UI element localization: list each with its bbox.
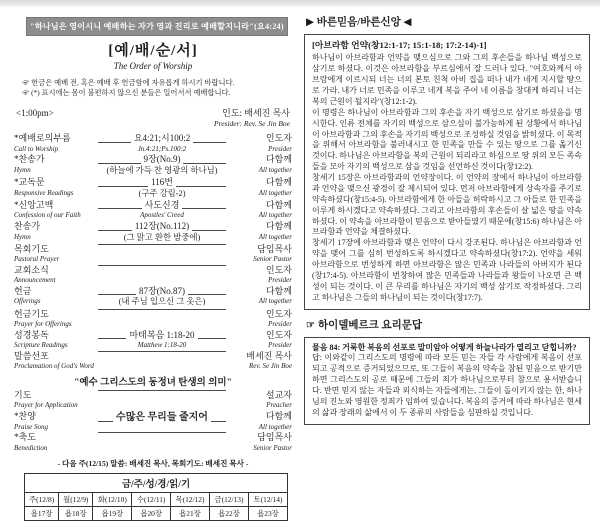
order-row	[14, 133, 292, 153]
order-row	[14, 309, 292, 329]
order-item-content: 9장(No.9)	[143, 154, 181, 165]
order-item-label: *교독문	[14, 177, 45, 188]
verse-banner: "하나님은 영이시니 예배하는 자가 영과 진리로 예배할지니라"(요4:24)	[26, 17, 288, 36]
order-item-label-en: Proclamation of God's Word	[14, 362, 94, 371]
reading-cell: 욥20장	[132, 507, 171, 521]
page-title: [예/배/순/서]	[108, 43, 198, 59]
order-item-label-en: Offerings	[14, 297, 41, 306]
order-row	[14, 286, 292, 308]
order-item-label-en: Prayer for Application	[14, 401, 78, 410]
catechism-answer: 답: 이와같이 그리스도의 명령에 따라 모든 믿는 자들 각 사람에게 복음이 선포되고 공적으로 증거되었으므로, 또 그들이 복음의 약속을 참된 믿음으로 받기만 하면 그리스도의 공로 때문에 그들의 죄가 하나님으로부터 참으로 용서받습니다. 반면 믿지 않는 자들과 외식하는 자들에게는, 그들이 돌이키지 않는 한, 하나님의 진노와 영원한 정죄가 임하여 있습니다. 복음의 증거에 따라 하나님은 현세의 삶과 장래의 삶에서 이 두 종류의 사람들을 심판하실 것입니다.	[312, 353, 582, 417]
order-item-content: 마태복음 1:18-20	[129, 329, 195, 340]
order-item-content: 112장(No.112)	[134, 220, 190, 231]
order-row	[14, 351, 292, 371]
presider-info	[214, 108, 290, 128]
reading-table	[24, 473, 288, 521]
order-item-label: 헌금	[14, 285, 32, 296]
order-item-role: 다함께	[265, 410, 292, 421]
order-item-role-en: Rev. Se Jin Boe	[248, 362, 292, 371]
order-item-label: 교회소식	[14, 264, 49, 275]
order-item-label: *축도	[14, 431, 36, 442]
order-item-role: 다함께	[265, 285, 292, 296]
order-item-label: 목회기도	[14, 243, 49, 254]
catechism-header-label: 하이델베르크 요리문답	[317, 319, 423, 331]
order-item-role-en: All together	[258, 188, 292, 197]
order-item-role: 설교자	[265, 389, 292, 400]
order-row	[14, 221, 292, 243]
order-item-content-sub: Jn.4:21;Ps.100:2	[137, 144, 187, 153]
order-item-label-en: Praise Song	[14, 422, 49, 431]
order-row	[14, 432, 292, 452]
order-item-label-en: Confession of our Faith	[14, 211, 81, 220]
reading-cell: 욥23장	[248, 507, 287, 521]
order-row	[14, 390, 292, 410]
faith-section-header: ▶ 바른믿음/바른신앙 ◀	[306, 17, 412, 28]
order-item-role: 담임목사	[257, 243, 292, 254]
next-week-note: - 다음 주(12/15) 말씀: 배세진 목사, 목회기도: 배세진 목사 -	[57, 459, 249, 469]
order-row	[14, 411, 292, 431]
note-line: ☞ 헌금은 예배 전, 혹은 예배 후 헌금함에 자유롭게 하시기 바랍니다.	[22, 77, 235, 87]
order-item-role: 다함께	[265, 177, 292, 188]
order-item-role-en: All together	[258, 422, 292, 431]
day-cell: 수(12/11)	[132, 493, 171, 507]
order-item-label: 성경봉독	[14, 329, 49, 340]
order-item-label-en: Hymn	[14, 232, 31, 241]
order-item-label-en: Hymn	[14, 165, 31, 174]
catechism-question: 물음 84: 거룩한 복음의 선포로 말미암아 어떻게 하늘나라가 열리고 닫힙니까?	[312, 342, 577, 352]
day-cell: 금(12/13)	[209, 493, 248, 507]
order-item-label: 헌금기도	[14, 308, 49, 319]
order-item-content-sub: (내 주님 입으신 그 옷은)	[118, 297, 206, 307]
order-item-label-en: Call to Worship	[14, 144, 59, 153]
order-item-content-sub: Matthew 1:18-20	[137, 341, 187, 350]
reading-table-readings-row	[25, 507, 288, 521]
order-item-label-en: Scripture Readings	[14, 341, 68, 350]
day-cell: 주(12/8)	[25, 493, 59, 507]
faith-paragraph: 하나님이 아브라함과 언약을 맺으심으로 그와 그의 후손들을 하나님 백성으로 삼기로 하셨다. 이것은 아브라함을 부르심에서 잘 드러나 있다. "여호와께서 아브람에게 이르시되 너는 너의 본토 친척 아비 집을 떠나 내가 네게 지시할 땅으로 가라. 내가 너로 민족을 이루고 네게 복을 주어 네 이름을 창대케 하리니 너는 복의 근원이 될지라"(창12:1-2).	[312, 53, 582, 106]
order-item-role: 담임목사	[257, 431, 292, 442]
order-item-role-en: Presider	[268, 320, 292, 329]
catechism-box	[304, 337, 590, 425]
order-of-worship-column	[14, 17, 292, 521]
order-row	[14, 330, 292, 350]
order-item-label-en: Announcement	[14, 276, 56, 285]
order-item-role: 다함께	[265, 199, 292, 210]
reading-cell: 욥18장	[59, 507, 93, 521]
page-subtitle: The Order of Worship	[113, 60, 193, 71]
order-item-label: 말씀선포	[14, 350, 49, 361]
order-item-role: 인도자	[265, 308, 292, 319]
order-row	[14, 154, 292, 176]
faith-paragraph: 창세기 15장은 아브라함과의 언약장이다. 이 언약의 장에서 하나님이 아브라함과 언약을 맺으신 광경이 잘 제시되어 있다. 먼저 아브라함에게 상속자를 주기로 약속하셨다(창15:4-5). 아브라함에게 한 아들을 허락하시고 그 아들로 한 민족을 이루게 하시겠다고 약속하셨다. 그리고 아브라함의 후손들이 살 넓은 땅을 약속하셨다. 이 약속을 아브라함이 믿음으로 받아들였기 때문에(창15:6) 하나님은 아브라함과 언약을 체결하셨다.	[312, 173, 582, 237]
order-item-role: 인도자	[265, 329, 292, 340]
order-item-label: *신앙고백	[14, 199, 54, 210]
service-time-row	[16, 108, 290, 128]
sermon-title: "예수 그리스도의 동정녀 탄생의 의미"	[74, 377, 232, 388]
scan-edge-artifact	[0, 0, 600, 7]
day-cell: 토(12/14)	[248, 493, 287, 507]
order-item-content: 87장(No.87)	[139, 285, 185, 296]
order-item-role-en: Presider	[268, 144, 292, 153]
order-item-label-en: Benediction	[14, 443, 48, 452]
order-item-role-en: All together	[258, 165, 292, 174]
faith-box	[304, 34, 590, 310]
order-item-label: *찬송가	[14, 154, 45, 165]
order-row	[14, 244, 292, 264]
order-item-content-sub: (구주 강림-2)	[138, 188, 186, 198]
service-time: <1:00pm>	[16, 108, 54, 119]
order-item-role: 다함께	[265, 220, 292, 231]
order-item-content: 사도신경	[144, 199, 180, 210]
day-cell: 화(12/10)	[93, 493, 132, 507]
presider-name-en: Presider: Rev. Se Jin Boe	[213, 119, 290, 129]
catechism-section-header	[306, 317, 590, 332]
order-item-role-en: Senior Pastor	[253, 443, 292, 452]
order-row	[14, 200, 292, 220]
reading-cell: 욥21장	[170, 507, 209, 521]
order-item-role: 배세진 목사	[246, 350, 292, 361]
reading-cell: 욥17장	[25, 507, 59, 521]
order-item-role-en: Presider	[268, 276, 292, 285]
order-item-role: 다함께	[265, 154, 292, 165]
pointing-hand-icon: ☞	[306, 319, 315, 331]
order-item-label: 기도	[14, 389, 32, 400]
day-cell: 목(12/12)	[170, 493, 209, 507]
order-item-content-sub: (그 맑고 환한 밤중에)	[123, 232, 201, 242]
doctrine-column	[304, 12, 590, 432]
note-line: ☞ (*) 표시에는 몸이 불편하지 않으신 분들은 일어서서 예배합니다.	[22, 88, 231, 98]
order-item-role: 인도자	[265, 133, 292, 144]
order-row	[14, 177, 292, 199]
order-item-role-en: All together	[258, 211, 292, 220]
presider-name-kr: 인도: 배세진 목사	[222, 108, 290, 119]
reading-cell: 욥19장	[93, 507, 132, 521]
order-row	[14, 265, 292, 285]
order-item-label: *예배로의부름	[14, 133, 71, 144]
order-item-role: 인도자	[265, 264, 292, 275]
reading-cell: 욥22장	[209, 507, 248, 521]
day-cell: 월(12/9)	[59, 493, 93, 507]
reading-table-days-row	[25, 493, 288, 507]
order-item-role-en: All together	[258, 232, 292, 241]
order-item-role-en: All together	[258, 297, 292, 306]
order-item-label-en: Prayer for Offerings	[14, 320, 72, 329]
order-item-role-en: Preacher	[266, 401, 292, 410]
order-item-content: 요4:21;시100:2	[133, 133, 191, 144]
order-item-role-en: Senior Pastor	[253, 255, 292, 264]
faith-box-title: [아브라함 언약(창12:1-17; 15:1-18; 17:2-14)-1]	[312, 40, 487, 50]
faith-paragraph: 이 명령은 하나님이 아브라함과 그의 후손을 자기 백성으로 삼기로 하셨음을 명시한다. 인류 전체를 자기의 백성으로 삼으심이 불가능하게 된 상황에서 하나님이 아브라함과 그의 후손을 자기의 백성으로 조성하실 것임을 밝히셨다. 이 목적을 위해서 아브라함을 불러내시고 한 민족을 만들 수 있는 땅으로 그를 옮기신 것이다. 하나님은 아브라함을 복의 근원이 되리라고 하심으로 땅 위의 모든 족속들을 모아 자기의 백성으로 삼을 것임을 선언하신 것이다(창12:2).	[312, 107, 582, 172]
order-item-label: *찬양	[14, 410, 36, 421]
order-item-role-en: Presider	[268, 341, 292, 350]
order-item-label-en: Responsive Readings	[14, 188, 74, 197]
bulletin-notes	[22, 78, 292, 100]
order-item-content: 수많은 무리들 줄지어	[116, 411, 208, 423]
order-item-content-sub: (하늘에 가득 찬 영광의 하나님)	[106, 165, 218, 175]
order-item-content: 116번	[151, 177, 173, 188]
faith-paragraph: 창세기 17장에 아브라함과 맺은 언약이 다시 강조된다. 하나님은 아브라함과 언약을 맺어 그를 심히 번성하도록 하시겠다고 약속하셨다(창17:2). 언약을 세워 아브라함으로 번성하게 하면 아브라함은 많은 민족과 나라들의 아버지가 된다(창17:4-5). 아브라함이 번창하여 많은 민족들과 나라들과 왕들이 나오면 큰 백성이 되는 것이다. 이 큰 무리를 하나님은 자기의 백성 삼기로 작정하셨다. 그리고 하나님은 그들의 하나님이 되는 것이다(창17:7).	[312, 238, 582, 302]
order-item-label-en: Pastoral Prayer	[14, 255, 60, 264]
order-item-content-sub: Apostles' Creed	[140, 211, 184, 220]
reading-table-title: 금/주/성/경/읽/기	[25, 474, 288, 493]
order-item-label: 찬송가	[14, 220, 41, 231]
